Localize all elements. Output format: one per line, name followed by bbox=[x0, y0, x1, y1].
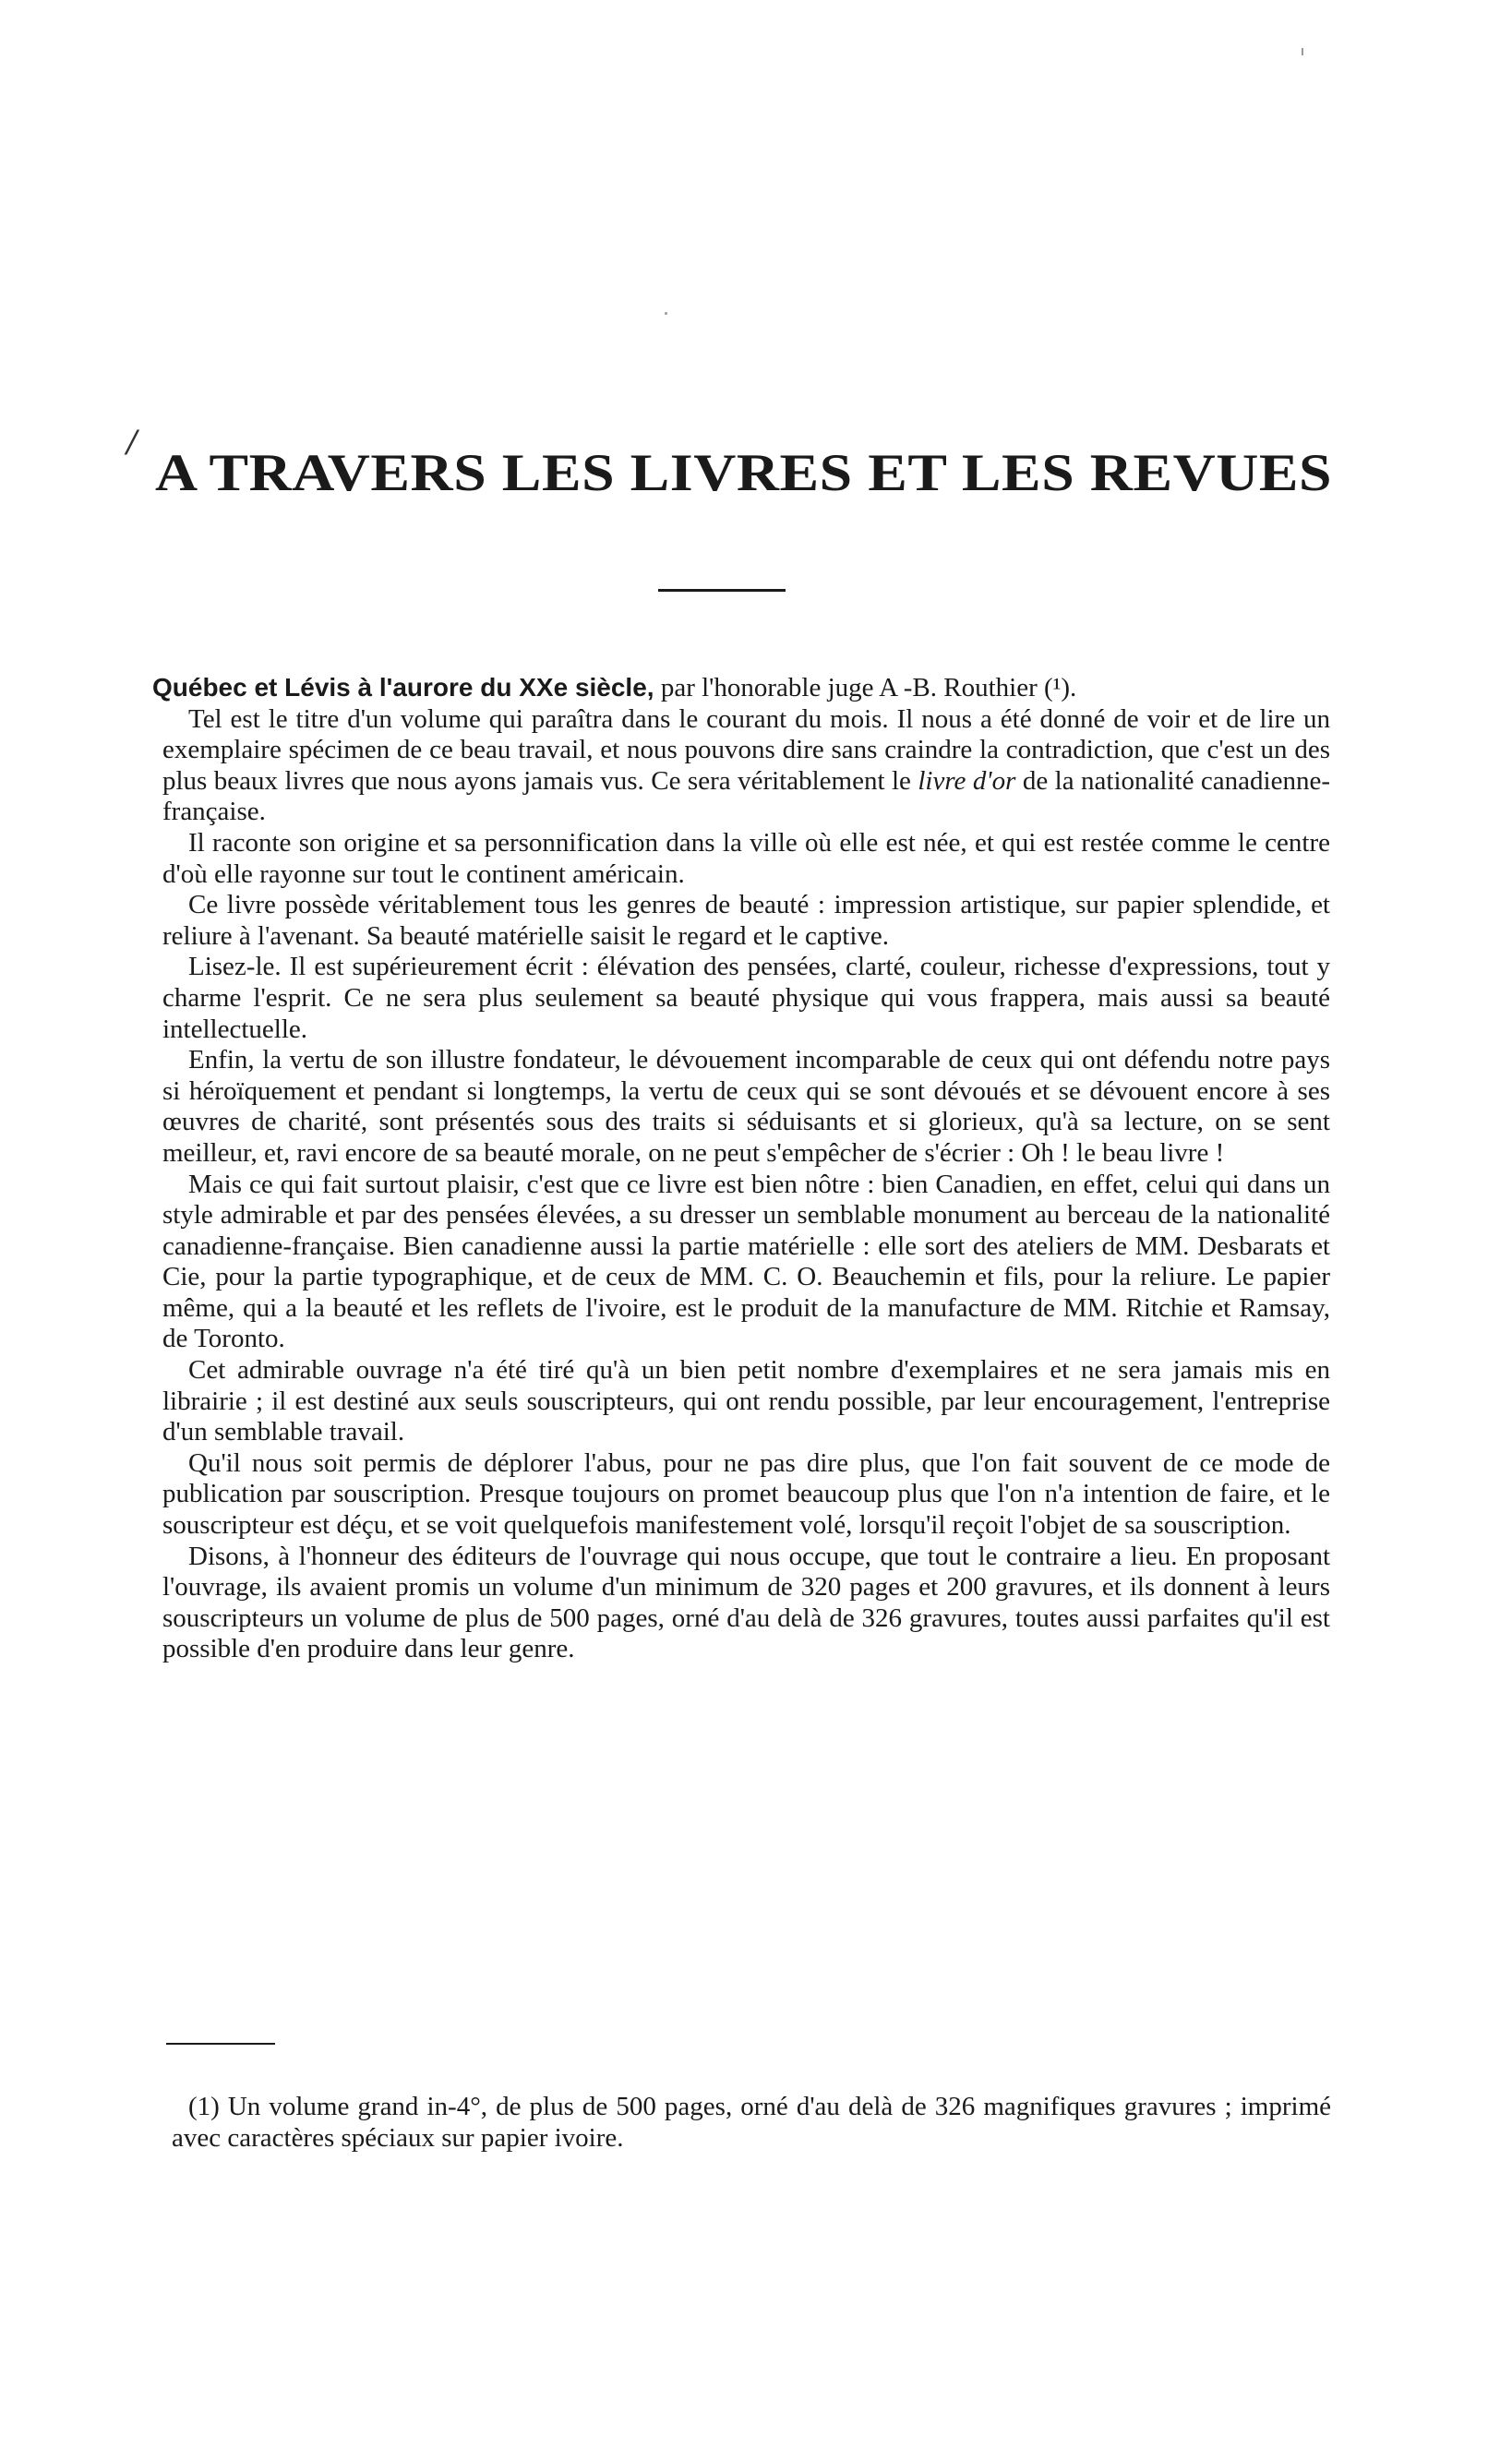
article-heading bbox=[152, 672, 1330, 704]
paragraph-8: Qu'il nous soit permis de déplorer l'abus, pour ne pas dire plus, que l'on fait souvent de ce mode de publication par souscription. Presque toujours on promet beaucoup plus que l'on n'a intention de faire, et le souscripteur est déçu, et se voit quelquefois manifestement volé, lorsqu'il reçoit l'objet de sa souscription. bbox=[162, 1447, 1330, 1541]
scan-speck bbox=[665, 312, 667, 315]
paragraph-4: Lisez-le. Il est supérieurement écrit : élévation des pensées, clarté, couleur, richesse d'expressions, tout y charme l'esprit. Ce ne sera plus seulement sa beauté physique qui vous frappera, mais aussi sa beauté intellectuelle. bbox=[162, 952, 1330, 1044]
article-body bbox=[152, 672, 1330, 1665]
title-divider bbox=[658, 589, 786, 592]
paragraph-7: Cet admirable ouvrage n'a été tiré qu'à un bien petit nombre d'exemplaires et ne sera jamais mis en librairie ; il est destiné aux seuls souscripteurs, qui ont rendu possible, par leur encouragement, l'entreprise d'un semblable travail. bbox=[162, 1355, 1330, 1447]
footnote bbox=[172, 2092, 1331, 2154]
footnote-text: (1) Un volume grand in-4°, de plus de 500 pages, orné d'au delà de 326 magnifiques gravures ; imprimé avec caractères spéciaux sur papier ivoire. bbox=[172, 2092, 1331, 2153]
paragraph-5: Enfin, la vertu de son illustre fondateur, le dévouement incomparable de ceux qui ont défendu notre pays si héroïquement et pendant si longtemps, la vertu de ceux qui se sont dévoués et se dévouent encore à ses œuvres de charité, sont présentés sous des traits si séduisants et si glorieux, qu'à sa lecture, on se sent meilleur, et, ravi encore de sa beauté morale, on ne peut s'empêcher de s'écrier : Oh ! le beau livre ! bbox=[162, 1045, 1330, 1168]
paragraph-1: Tel est le titre d'un volume qui paraîtra dans le courant du mois. Il nous a été donné de voir et de lire un exemplaire spécimen de ce beau travail, et nous pouvons dire sans craindre la contradiction, que c'est un des plus beaux livres que nous ayons jamais vus. Ce sera véritablement le livre d'or de la nationalité canadienne-française. bbox=[162, 703, 1330, 827]
paragraph-2: Il raconte son origine et sa personnification dans la ville où elle est née, et qui est restée comme le centre d'où elle rayonne sur tout le continent américain. bbox=[162, 827, 1330, 889]
page-title: A TRAVERS LES LIVRES ET LES REVUES bbox=[155, 444, 1333, 502]
paragraph-3: Ce livre possède véritablement tous les genres de beauté : impression artistique, sur papier splendide, et reliure à l'avenant. Sa beauté matérielle saisit le regard et le captive. bbox=[162, 890, 1330, 951]
book-author: par l'honorable juge A -B. Routhier (¹). bbox=[654, 673, 1077, 702]
scan-mark bbox=[1302, 48, 1303, 55]
footnote-divider bbox=[166, 2043, 275, 2045]
paragraph-6: Mais ce qui fait surtout plaisir, c'est que ce livre est bien nôtre : bien Canadien, en effet, celui qui dans un style admirable et par des pensées élevées, a su dresser un semblable monument au berceau de la nationalité canadienne-française. Bien canadienne aussi la partie matérielle : elle sort des ateliers de MM. Desbarats et Cie, pour la partie typographique, et de ceux de MM. C. O. Beauchemin et fils, pour la reliure. Le papier même, qui a la beauté et les reflets de l'ivoire, est le produit de la manufacture de MM. Ritchie et Ramsay, de Toronto. bbox=[162, 1169, 1330, 1354]
paragraph-9: Disons, à l'honneur des éditeurs de l'ouvrage qui nous occupe, que tout le contraire a lieu. En proposant l'ouvrage, ils avaient promis un volume d'un minimum de 320 pages et 200 gravures, et ils donnent à leurs souscripteurs un volume de plus de 500 pages, orné d'au delà de 326 gravures, toutes aussi parfaites qu'il est possible d'en produire dans leur genre. bbox=[162, 1541, 1330, 1664]
book-title: Québec et Lévis à l'aurore du XXe siècle, bbox=[152, 673, 654, 702]
stray-mark: / bbox=[126, 421, 138, 462]
